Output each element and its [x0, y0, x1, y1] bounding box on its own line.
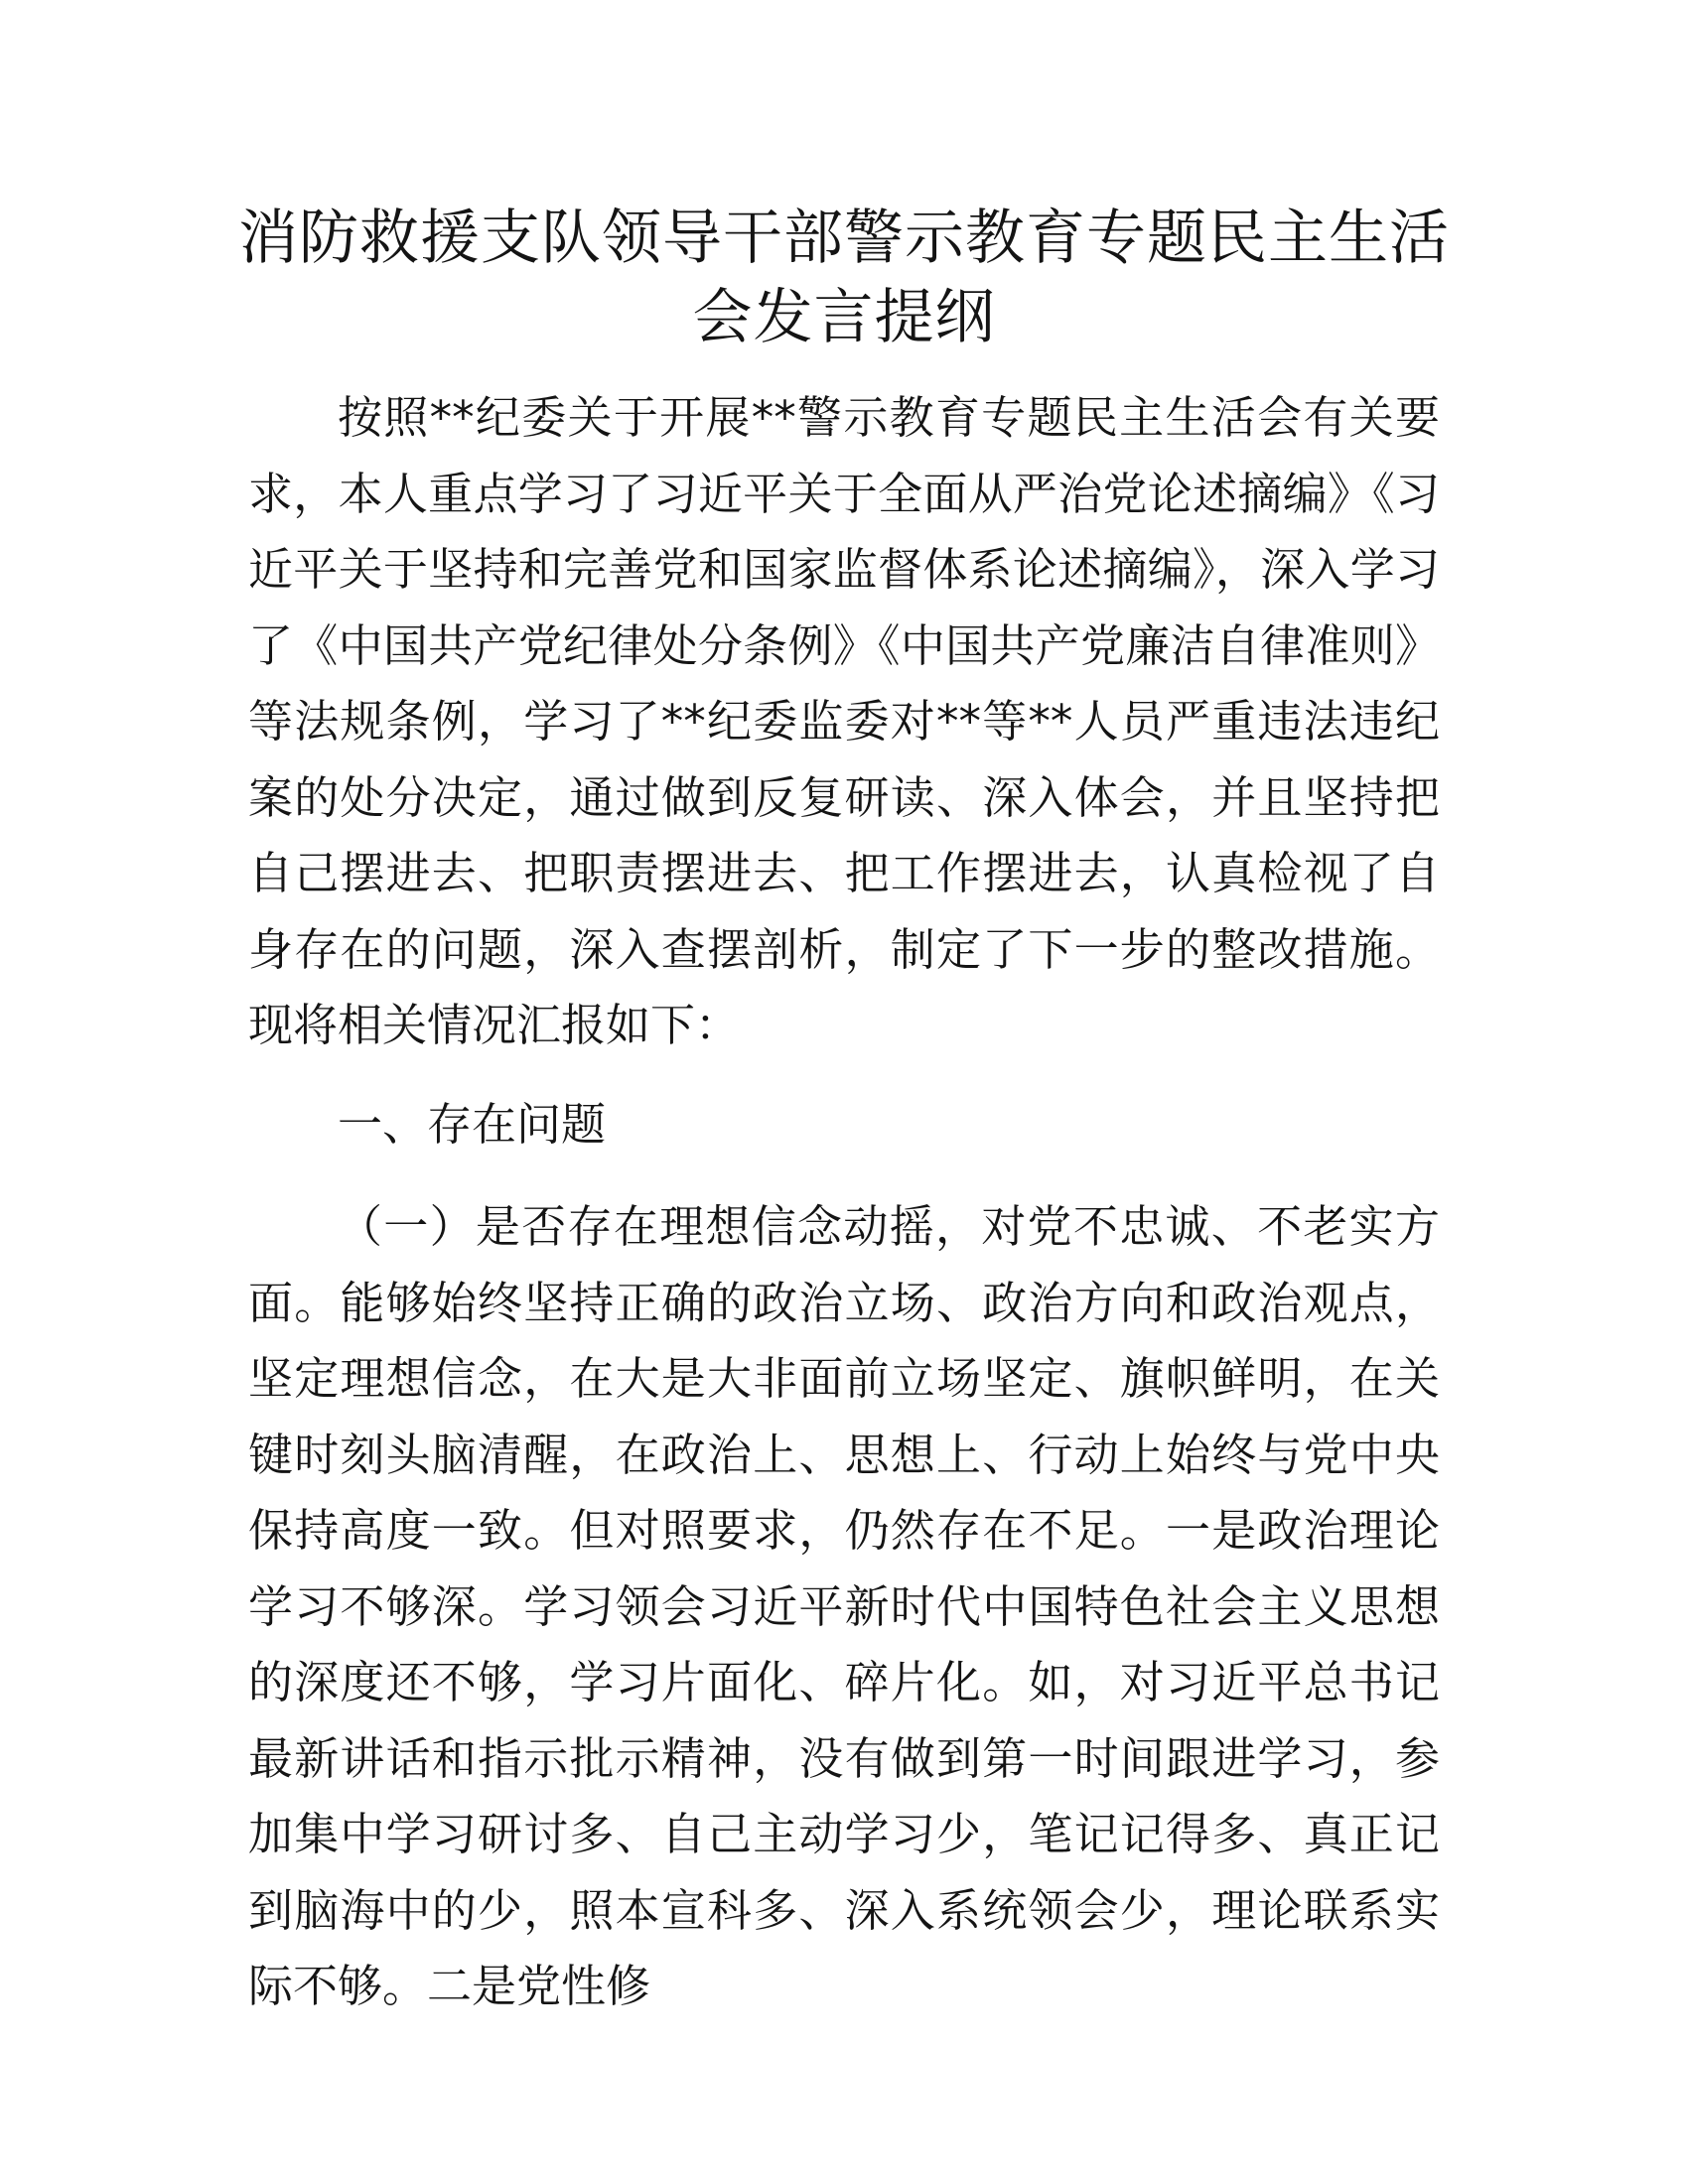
- section-heading: 一、存在问题: [338, 1098, 607, 1151]
- title-line-2: 会发言提纲: [692, 283, 996, 352]
- section-paragraph: （一）是否存在理想信念动摇，对党不忠诚、不老实方面。能够始终坚持正确的政治立场、政治方向和政治观点，坚定理想信念，在大是大非面前立场坚定、旗帜鲜明，在关键时刻头脑清醒，在政治上、思想上、行动上始终与党中央保持高度一致。但对照要求，仍然存在不足。一是政治理论学习不够深。学习领会习近平新时代中国特色社会主义思想的深度还不够，学习片面化、碎片化。如，对习近平总书记最新讲话和指示批示精神，没有做到第一时间跟进学习，参加集中学习研讨多、自己主动学习少，笔记记得多、真正记到脑海中的少，照本宣科多、深入系统领会少，理论联系实际不够。二是党性修: [248, 1200, 1440, 2012]
- title-line-1: 消防救援支队领导干部警示教育专题民主生活: [238, 204, 1450, 273]
- document-title: [228, 199, 1460, 357]
- intro-paragraph: 按照**纪委关于开展**警示教育专题民主生活会有关要求，本人重点学习了习近平关于全面从严治党论述摘编》《习近平关于坚持和完善党和国家监督体系论述摘编》，深入学习了《中国共产党纪律处分条例》《中国共产党廉洁自律准则》等法规条例，学习了**纪委监委对**等**人员严重违法违纪案的处分决定，通过做到反复研读、深入体会，并且坚持把自己摆进去、把职责摆进去、把工作摆进去，认真检视了自身存在的问题，深入查摆剖析，制定了下一步的整改措施。现将相关情况汇报如下：: [248, 391, 1440, 1051]
